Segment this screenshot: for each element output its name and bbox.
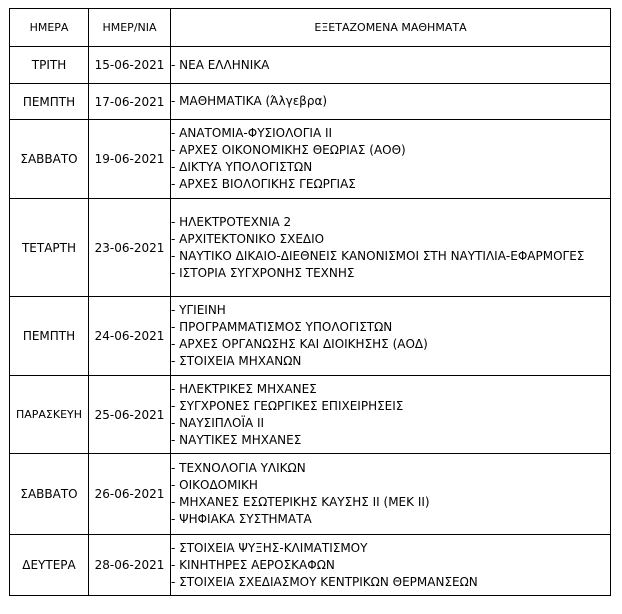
subjects-cell: [171, 297, 611, 376]
subject-item: - ΥΓΙΕΙΝΗ: [171, 303, 226, 317]
subject-item: - ΙΣΤΟΡΙΑ ΣΥΓΧΡΟΝΗΣ ΤΕΧΝΗΣ: [171, 265, 355, 280]
date-cell: 24-06-2021: [89, 297, 171, 376]
subjects-cell: [171, 199, 611, 297]
day-cell: ΣΑΒΒΑΤΟ: [10, 120, 89, 199]
subject-item: - ΔΙΚΤΥΑ ΥΠΟΛΟΓΙΣΤΩΝ: [171, 160, 313, 174]
subject-item: - ΝΕΑ ΕΛΛΗΝΙΚΑ: [171, 57, 270, 72]
subject-item: - ΝΑΥΤΙΚΕΣ ΜΗΧΑΝΕΣ: [171, 432, 302, 447]
subject-item: - ΗΛΕΚΤΡΟΤΕΧΝΙΑ 2: [171, 214, 292, 229]
subject-item: - ΨΗΦΙΑΚΑ ΣΥΣΤΗΜΑΤΑ: [171, 512, 312, 526]
subjects-cell: [171, 454, 611, 535]
header-row: [10, 9, 611, 47]
table-row: [10, 454, 611, 535]
date-cell: 28-06-2021: [89, 535, 171, 596]
subjects-cell: [171, 376, 611, 454]
date-cell: 17-06-2021: [89, 84, 171, 120]
subjects-cell: [171, 47, 611, 84]
header-day: ΗΜΕΡΑ: [10, 9, 89, 47]
table-row: [10, 376, 611, 454]
day-cell: ΤΡΙΤΗ: [10, 47, 89, 84]
subject-item: - ΟΙΚΟΔΟΜΙΚΗ: [171, 478, 258, 492]
subject-item: - ΑΡΧΕΣ ΟΙΚΟΝΟΜΙΚΗΣ ΘΕΩΡΙΑΣ (ΑΟΘ): [171, 143, 406, 157]
day-cell: ΠΕΜΠΤΗ: [10, 297, 89, 376]
day-cell: ΣΑΒΒΑΤΟ: [10, 454, 89, 535]
day-cell: ΠΑΡΑΣΚΕΥΗ: [10, 376, 89, 454]
date-cell: 23-06-2021: [89, 199, 171, 297]
subjects-cell: [171, 84, 611, 120]
table-row: [10, 84, 611, 120]
table-row: [10, 535, 611, 596]
subject-item: - ΑΝΑΤΟΜΙΑ-ΦΥΣΙΟΛΟΓΙΑ ΙΙ: [171, 126, 333, 140]
date-cell: 19-06-2021: [89, 120, 171, 199]
subject-item: - ΗΛΕΚΤΡΙΚΕΣ ΜΗΧΑΝΕΣ: [171, 381, 317, 396]
table-row: [10, 120, 611, 199]
subject-item: - ΠΡΟΓΡΑΜΜΑΤΙΣΜΟΣ ΥΠΟΛΟΓΙΣΤΩΝ: [171, 320, 393, 334]
table-row: [10, 47, 611, 84]
subject-item: - ΝΑΥΣΙΠΛΟΪΑ ΙΙ: [171, 415, 265, 430]
day-cell: ΠΕΜΠΤΗ: [10, 84, 89, 120]
subject-item: - ΣΤΟΙΧΕΙΑ ΨΥΞΗΣ-ΚΛΙΜΑΤΙΣΜΟΥ: [171, 540, 368, 555]
subject-item: - ΑΡΧΕΣ ΒΙΟΛΟΓΙΚΗΣ ΓΕΩΡΓΙΑΣ: [171, 177, 356, 191]
subject-item: - ΣΥΓΧΡΟΝΕΣ ΓΕΩΡΓΙΚΕΣ ΕΠΙΧΕΙΡΗΣΕΙΣ: [171, 398, 404, 413]
subject-item: - ΣΤΟΙΧΕΙΑ ΣΧΕΔΙΑΣΜΟΥ ΚΕΝΤΡΙΚΩΝ ΘΕΡΜΑΝΣΕΩΝ: [171, 574, 478, 589]
date-cell: 26-06-2021: [89, 454, 171, 535]
exam-schedule-table: [9, 8, 611, 596]
subject-item: - ΜΗΧΑΝΕΣ ΕΣΩΤΕΡΙΚΗΣ ΚΑΥΣΗΣ ΙΙ (ΜΕΚ ΙΙ): [171, 495, 430, 509]
subject-item: - ΤΕΧΝΟΛΟΓΙΑ ΥΛΙΚΩΝ: [171, 461, 306, 475]
header-date: ΗΜΕΡ/ΝΙΑ: [89, 9, 171, 47]
table-row: [10, 199, 611, 297]
header-subjects: ΕΞΕΤΑΖΟΜΕΝΑ ΜΑΘΗΜΑΤΑ: [171, 9, 611, 47]
subject-item: - ΑΡΧΕΣ ΟΡΓΑΝΩΣΗΣ ΚΑΙ ΔΙΟΙΚΗΣΗΣ (ΑΟΔ): [171, 337, 428, 351]
subject-item: - ΣΤΟΙΧΕΙΑ ΜΗΧΑΝΩΝ: [171, 354, 302, 368]
subjects-cell: [171, 120, 611, 199]
day-cell: ΔΕΥΤΕΡΑ: [10, 535, 89, 596]
subject-item: - ΝΑΥΤΙΚΟ ΔΙΚΑΙΟ-ΔΙΕΘΝΕΙΣ ΚΑΝΟΝΙΣΜΟΙ ΣΤΗ ΝΑΥΤΙΛΙΑ-ΕΦΑΡΜΟΓΕΣ: [171, 248, 585, 263]
subject-item: - ΑΡΧΙΤΕΚΤΟΝΙΚΟ ΣΧΕΔΙΟ: [171, 231, 325, 246]
date-cell: 15-06-2021: [89, 47, 171, 84]
date-cell: 25-06-2021: [89, 376, 171, 454]
subjects-cell: [171, 535, 611, 596]
subject-item: - ΚΙΝΗΤΗΡΕΣ ΑΕΡΟΣΚΑΦΩΝ: [171, 557, 335, 572]
day-cell: ΤΕΤΑΡΤΗ: [10, 199, 89, 297]
subject-item: - ΜΑΘΗΜΑΤΙΚΑ (Άλγεβρα): [171, 94, 328, 108]
table-row: [10, 297, 611, 376]
